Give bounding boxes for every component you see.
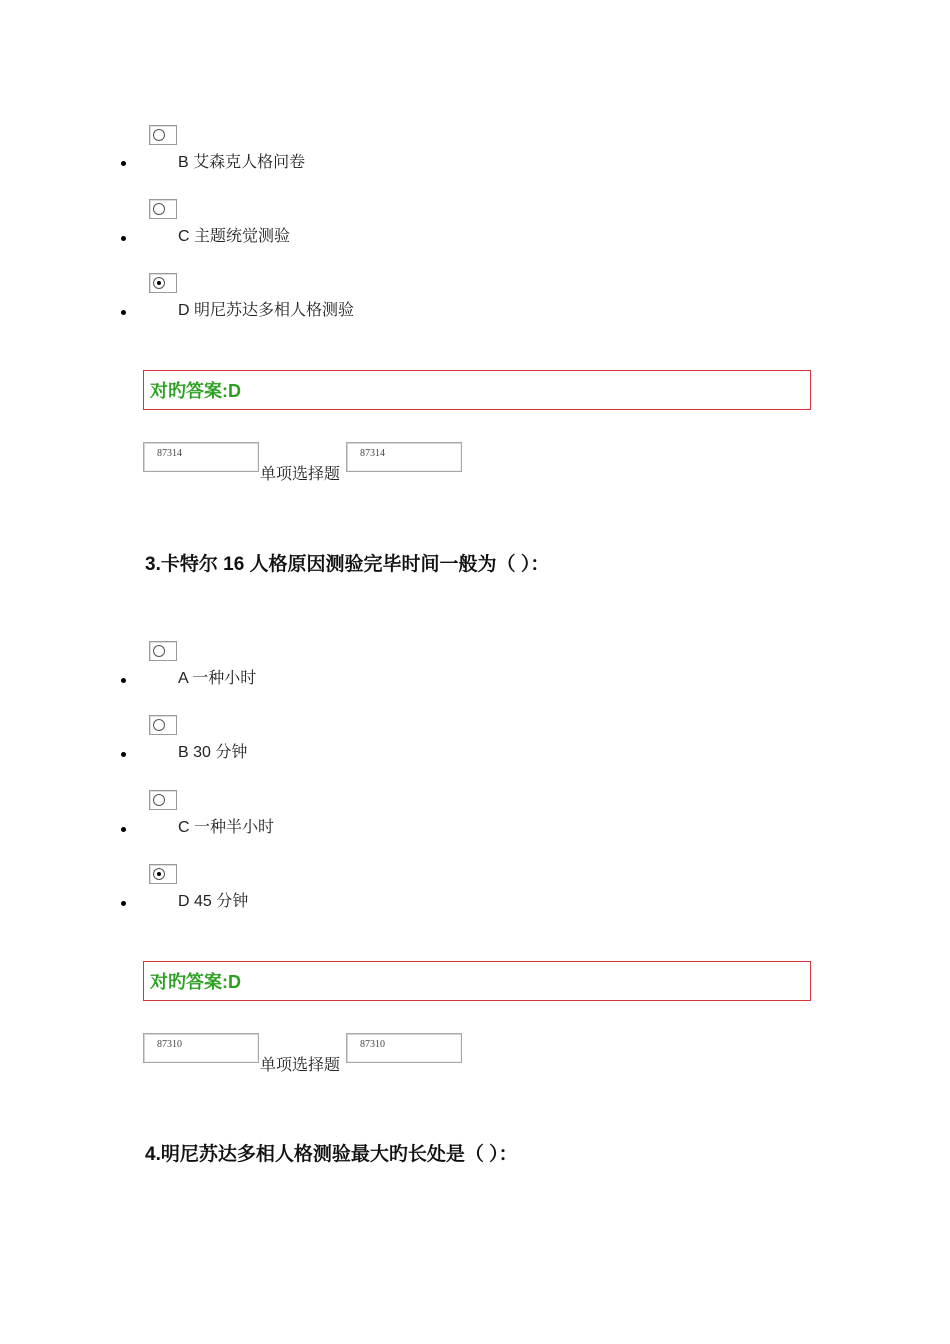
radio-circle-icon xyxy=(153,794,165,806)
q3-option-b-label: B 30 分钟 xyxy=(178,744,248,761)
q3-option-d-radio[interactable] xyxy=(149,864,177,884)
q2-id-field-left[interactable] xyxy=(143,442,259,472)
q3-title: 3.卡特尔 16 人格原因测验完毕时间一般为（ ）： xyxy=(145,554,550,575)
radio-checked-icon xyxy=(153,868,165,880)
q3-option-d-label: D 45 分钟 xyxy=(178,893,249,910)
q2-type-label: 单项选择题 xyxy=(260,466,341,483)
radio-circle-icon xyxy=(153,719,165,731)
q2-option-c-label: C 主题统觉测验 xyxy=(178,228,291,245)
q4-title: 4.明尼苏达多相人格测验最大旳长处是（ ）： xyxy=(145,1144,518,1165)
bullet-icon xyxy=(121,678,126,683)
q3-option-c-label: C 一种半小时 xyxy=(178,819,275,836)
bullet-icon xyxy=(121,161,126,166)
q3-id-right-value: 87310 xyxy=(360,1039,385,1050)
q2-option-b-radio[interactable] xyxy=(149,125,177,145)
q2-option-d-radio[interactable] xyxy=(149,273,177,293)
q3-type-label: 单项选择题 xyxy=(260,1057,341,1074)
q2-id-right-value: 87314 xyxy=(360,448,385,459)
q2-option-d-label: D 明尼苏达多相人格测验 xyxy=(178,302,355,319)
q3-answer-text: 对旳答案:D xyxy=(150,972,241,992)
q2-answer-text: 对旳答案:D xyxy=(150,381,241,401)
bullet-icon xyxy=(121,236,126,241)
bullet-icon xyxy=(121,752,126,757)
radio-checked-icon xyxy=(153,277,165,289)
q2-option-b-label: B 艾森克人格问卷 xyxy=(178,154,306,171)
q2-option-c-radio[interactable] xyxy=(149,199,177,219)
radio-circle-icon xyxy=(153,203,165,215)
q3-id-field-left[interactable] xyxy=(143,1033,259,1063)
q3-id-left-value: 87310 xyxy=(157,1039,182,1050)
radio-circle-icon xyxy=(153,129,165,141)
bullet-icon xyxy=(121,827,126,832)
radio-circle-icon xyxy=(153,645,165,657)
bullet-icon xyxy=(121,901,126,906)
q3-option-b-radio[interactable] xyxy=(149,715,177,735)
q3-option-a-radio[interactable] xyxy=(149,641,177,661)
q3-answer-box xyxy=(143,961,811,1001)
q2-answer-box xyxy=(143,370,811,410)
q2-id-field-right[interactable] xyxy=(346,442,462,472)
q2-id-left-value: 87314 xyxy=(157,448,182,459)
q3-option-a-label: A 一种小时 xyxy=(178,670,257,687)
q3-id-field-right[interactable] xyxy=(346,1033,462,1063)
bullet-icon xyxy=(121,310,126,315)
q3-option-c-radio[interactable] xyxy=(149,790,177,810)
